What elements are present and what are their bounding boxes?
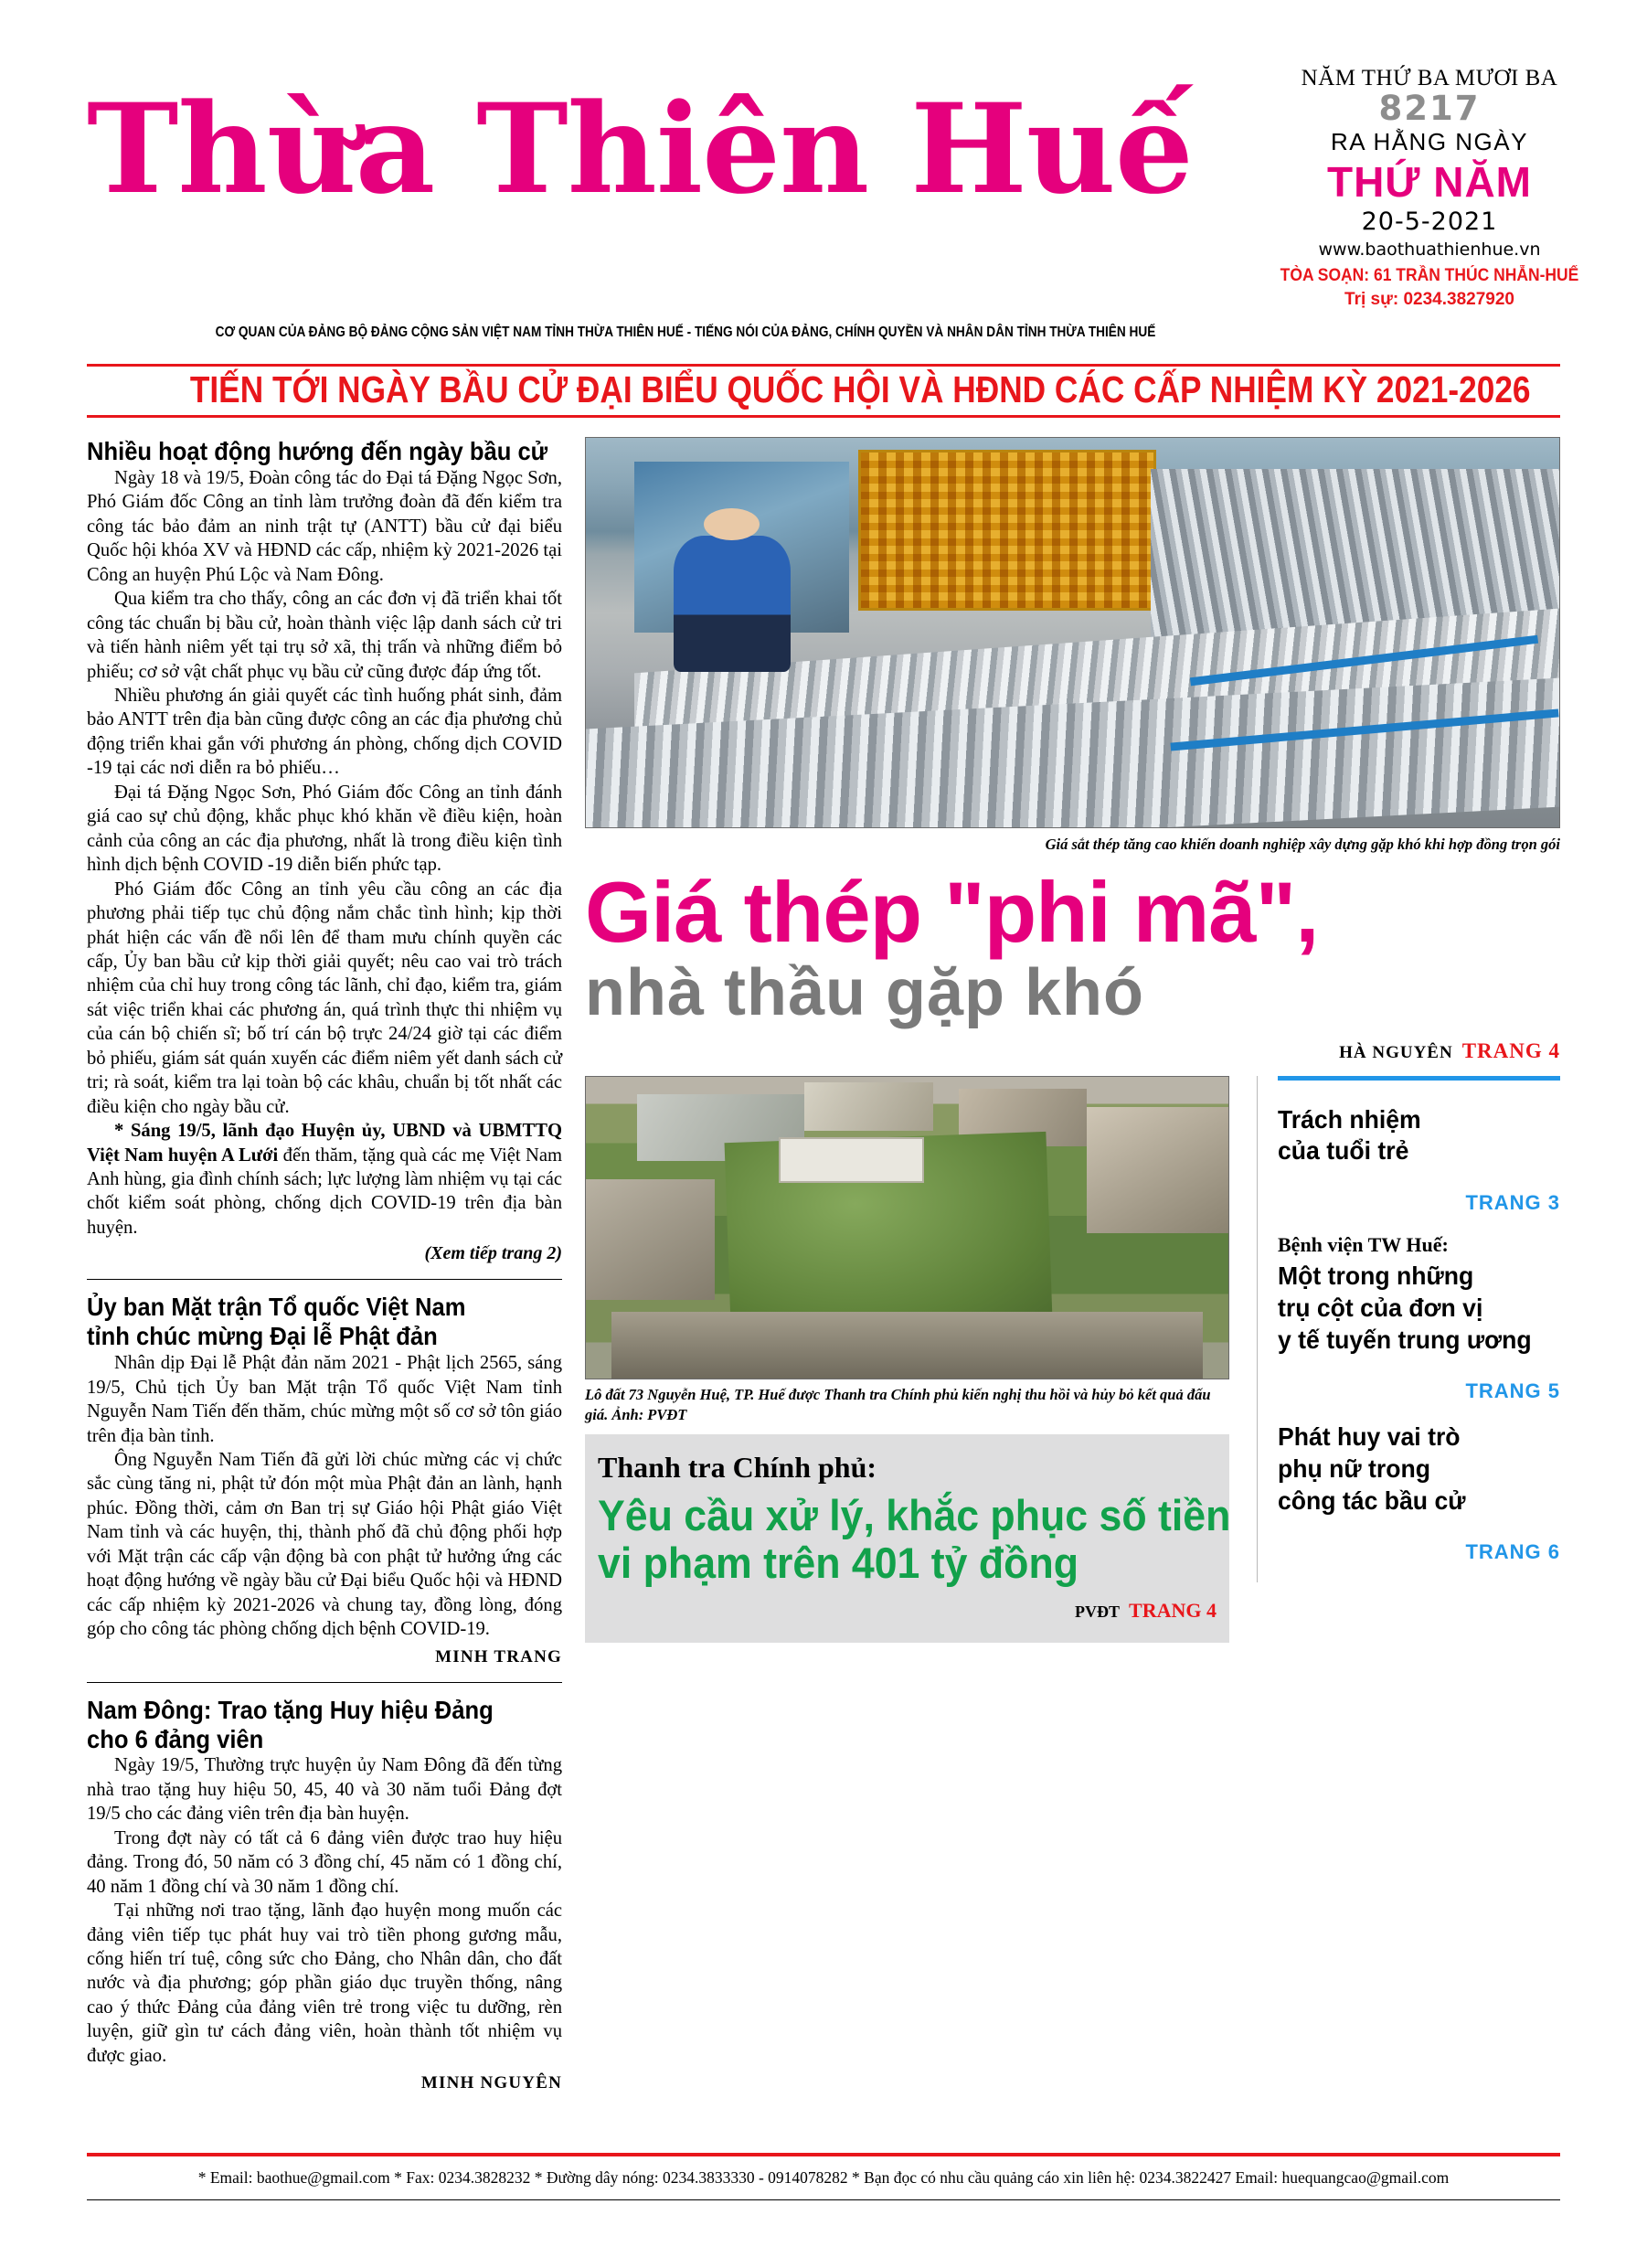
- article3-para-1: Ngày 19/5, Thường trực huyện ủy Nam Đông đã đến từng nhà trao tặng huy hiệu 50, 45, 40 và 30 năm tuổi Đảng đợt 19/5 cho các đảng viên trên địa bàn huyện.: [87, 1755, 562, 1825]
- main-story-credit: [585, 1039, 1560, 1063]
- article3-headline-line1[interactable]: Nam Đông: Trao tặng Huy hiệu Đảng: [87, 1695, 494, 1724]
- teaser-2-line1: Một trong những: [1278, 1262, 1474, 1291]
- teaser-3-line3: công tác bầu cử: [1278, 1485, 1466, 1515]
- newspaper-title: Thừa Thiên Huế: [87, 76, 1193, 221]
- election-banner-text: TIẾN TỚI NGÀY BẦU CỬ ĐẠI BIỂU QUỐC HỘI VÀ HĐND CÁC CẤP NHIỆM KỲ 2021-2026: [189, 368, 1531, 410]
- teaser-2-page-ref[interactable]: TRANG 5: [1465, 1379, 1560, 1403]
- photo2-shed: [779, 1137, 924, 1183]
- second-headline-line2[interactable]: vi phạm trên 401 tỷ đồng: [598, 1539, 1079, 1588]
- photo2-building-d: [1087, 1107, 1228, 1234]
- article1-continuation[interactable]: (Xem tiếp trang 2): [424, 1243, 562, 1264]
- teaser-1-line2: của tuổi trẻ: [1278, 1136, 1409, 1166]
- teaser-1[interactable]: [1278, 1104, 1560, 1215]
- second-photo-caption: Lô đất 73 Nguyễn Huệ, TP. Huế được Thanh tra Chính phủ kiến nghị thu hồi và hủy bỏ kết quả đấu giá. Ảnh: PVĐT: [585, 1385, 1211, 1423]
- website-url[interactable]: www.baothuathienhue.vn: [1318, 240, 1541, 261]
- masthead-info-block: [1247, 66, 1612, 312]
- divider-2: [87, 1682, 562, 1683]
- office-address: TÒA SOẠN: 61 TRẦN THÚC NHẪN-HUẾ: [1280, 265, 1579, 285]
- article1-note-rest: đến thăm, tặng quà các mẹ Việt Nam Anh hùng, gia đình chính sách; lực lượng làm nhiệm vụ tại các chốt kiểm soát phòng, chống dịch COVID-19 trên địa bàn huyện.: [87, 1145, 562, 1238]
- weekday-label: THỨ NĂM: [1326, 157, 1533, 206]
- second-story: [585, 1076, 1229, 1643]
- teaser-3[interactable]: [1278, 1421, 1560, 1564]
- article1-para-2: Qua kiểm tra cho thấy, công an các đơn vị đã triển khai tốt công tác chuẩn bị bầu cử, hoàn thành việc lập danh sách cử tri và tiến hành niêm yết tại trụ sở xã, thị trấn và những điểm bỏ phiếu; cơ sở vật chất phục vụ bầu cử cũng được đáp ứng tốt.: [87, 589, 562, 682]
- photo-worker: [674, 536, 791, 672]
- main-headline-line2[interactable]: nhà thầu gặp khó: [585, 956, 1145, 1030]
- masthead: [0, 0, 1647, 357]
- footer-contact-line: * Email: baothue@gmail.com * Fax: 0234.3828232 * Đường dây nóng: 0234.3833330 - 0914078282 * Bạn đọc có nhu cầu quảng cáo xin liên hệ: 0234.3822427 Email: huequangcao@gmail.com: [197, 2168, 1450, 2187]
- publication-date: 20-5-2021: [1361, 207, 1498, 236]
- article2-headline-line2[interactable]: tỉnh chúc mừng Đại lễ Phật đản: [87, 1322, 438, 1351]
- second-story-page-ref[interactable]: TRANG 4: [1129, 1598, 1217, 1622]
- article2-para-2: Ông Nguyễn Nam Tiến đã gửi lời chúc mừng các vị chức sắc cùng tăng ni, phật tử đón một mùa Phật đản an lành, hạnh phúc. Đồng thời, cảm ơn Ban trị sự Giáo hội Phật giáo Việt Nam tỉnh và các huyện, thị, thành phố đã chủ động phối hợp với Mặt trận các cấp vận động bà con phật tử hưởng ứng các hoạt động hướng về ngày bầu cử Đại biểu Quốc hội và HĐND các cấp nhiệm kỳ 2021-2026 và chung tay, đồng lòng, đóng góp cho công tác phòng chống dịch bệnh COVID-19.: [87, 1449, 562, 1640]
- main-story-byline: HÀ NGUYÊN: [1339, 1042, 1453, 1062]
- article1-headline[interactable]: Nhiều hoạt động hướng đến ngày bầu cử: [87, 437, 548, 465]
- page-footer: [87, 2153, 1560, 2200]
- article3-headline-line2[interactable]: cho 6 đảng viên: [87, 1724, 264, 1753]
- article-fatherland-front: [87, 1293, 562, 1666]
- masthead-subtitle: CƠ QUAN CỦA ĐẢNG BỘ ĐẢNG CỘNG SẢN VIỆT NAM TỈNH THỪA THIÊN HUẾ - TIẾNG NÓI CỦA ĐẢNG, CHÍNH QUYỀN VÀ NHÂN DÂN TỈNH THỪA THIÊN HUẾ: [215, 325, 1156, 340]
- photo2-building-b: [804, 1082, 933, 1131]
- teaser-3-page-ref[interactable]: TRANG 6: [1465, 1540, 1560, 1564]
- teaser-2-kicker: Bệnh viện TW Huế:: [1278, 1233, 1449, 1257]
- election-banner: [0, 364, 1647, 418]
- article3-byline: MINH NGUYÊN: [420, 2073, 562, 2093]
- article-election-activities: [87, 437, 562, 1264]
- office-phone: Trị sự: 0234.3827920: [1344, 290, 1514, 310]
- teaser-1-line1: Trách nhiệm: [1278, 1104, 1421, 1134]
- volume-year: NĂM THỨ BA MƯƠI BA: [1301, 66, 1558, 91]
- main-story-page-ref[interactable]: TRANG 4: [1461, 1038, 1560, 1062]
- article2-para-1: Nhân dịp Đại lễ Phật đản năm 2021 - Phật lịch 2565, sáng 19/5, Chủ tịch Ủy ban Mặt trận Tổ quốc Việt Nam tỉnh Nguyễn Nam Tiến đến thăm, chúc mừng một số cơ sở tôn giáo trên địa bàn tỉnh.: [87, 1353, 562, 1446]
- article1-note: [87, 1119, 562, 1240]
- second-story-credit: [598, 1599, 1217, 1623]
- publication-frequency: RA HẰNG NGÀY: [1331, 127, 1528, 155]
- teaser-2-line2: trụ cột của đơn vị: [1278, 1293, 1483, 1322]
- article3-para-3: Tại những nơi trao tặng, lãnh đạo huyện mong muốn các đảng viên tiếp tục phát huy vai trò tiền phong gương mẫu, cống hiến trí tuệ, công sức cho Đảng, cho Nhân dân, cho đất nước và địa phương; góp phần giáo dục truyền thống, nâng cao ý thức Đảng của đảng viên trẻ trong việc tu dưỡng, rèn luyện, giữ gìn tư cách đảng viên, hoàn thành tốt nhiệm vụ được giao.: [87, 1901, 562, 2066]
- divider-1: [87, 1279, 562, 1280]
- article1-para-5: Phó Giám đốc Công an tỉnh yêu cầu công an các địa phương phải tiếp tục chủ động nắm chắc tình hình; kịp thời phát hiện các vấn đề nổi lên để tham mưu chính quyền các cấp, Ủy ban bầu cử kịp thời giải quyết; nêu cao vai trò trách nhiệm của chỉ huy trong công tác lãnh, chỉ đạo, kiểm tra, giám sát việc triển khai các phương án, quá trình thực thi nhiệm vụ của cán bộ chiến sĩ; bố trí cán bộ trực 24/24 giờ tại các điểm bỏ phiếu, giám sát quán xuyến các điểm niêm yết danh sách cử tri; rà soát, kiểm tra lại toàn bộ các khâu, chuẩn bị tốt nhất các điều kiện cho ngày bầu cử.: [87, 878, 562, 1117]
- second-story-kicker: Thanh tra Chính phủ:: [598, 1450, 877, 1484]
- article-party-badges: [87, 1696, 562, 2094]
- main-column: [585, 437, 1560, 1622]
- second-story-byline: PVĐT: [1075, 1602, 1121, 1621]
- photo2-building-e: [586, 1179, 715, 1300]
- teaser-3-line1: Phát huy vai trò: [1278, 1422, 1461, 1452]
- teaser-2[interactable]: [1278, 1233, 1560, 1403]
- article1-para-4: Đại tá Đặng Ngọc Sơn, Phó Giám đốc Công an tỉnh đánh giá cao sự chủ động, khắc phục khó khăn về điều kiện, hoàn cảnh của công an các địa phương, nhất là trong điều kiện tình hình dịch bệnh COVID -19 diễn biến phức tạp.: [87, 782, 562, 876]
- land-lot-aerial-photo: [585, 1076, 1229, 1379]
- article1-para-3: Nhiều phương án giải quyết các tình huống phát sinh, đảm bảo ANTT trên địa bàn cũng được công an các địa phương chủ động triển khai gắn với phương án phòng, chống dịch COVID -19 tại các nơi diễn ra bỏ phiếu…: [87, 685, 562, 779]
- main-photo-caption: Giá sắt thép tăng cao khiến doanh nghiệp xây dựng gặp khó khi hợp đồng trọn gói: [1045, 836, 1560, 853]
- sidebar-top-rule: [1278, 1076, 1560, 1081]
- left-column: [87, 437, 562, 2093]
- footer-top-rule: [87, 2153, 1560, 2156]
- article3-para-2: Trong đợt này có tất cả 6 đảng viên được trao huy hiệu đảng. Trong đó, 50 năm có 3 đồng chí, 45 năm có 1 đồng chí, 40 năm 1 đồng chí và 30 năm 1 đồng chí.: [87, 1827, 562, 1897]
- article1-para-1: Ngày 18 và 19/5, Đoàn công tác do Đại tá Đặng Ngọc Sơn, Phó Giám đốc Công an tỉnh làm trưởng đoàn đã đến kiểm tra công tác bảo đảm an ninh trật tự (ANTT) bầu cử đại biểu Quốc hội khóa XV và HĐND các cấp, nhiệm kỳ 2021-2026 tại Công an huyện Phú Lộc và Nam Đông.: [87, 467, 562, 585]
- teaser-1-page-ref[interactable]: TRANG 3: [1465, 1191, 1560, 1215]
- issue-number: 8217: [1378, 89, 1481, 128]
- photo2-foreground-row: [611, 1312, 1203, 1379]
- second-headline-line1[interactable]: Yêu cầu xử lý, khắc phục số tiền: [598, 1490, 1231, 1539]
- steel-warehouse-photo: [585, 437, 1560, 828]
- main-headline-line1[interactable]: Giá thép "phi mã",: [585, 864, 1319, 961]
- article1-note-bold: * Sáng 19/5, lãnh đạo Huyện ủy, UBND và UBMTTQ Việt Nam huyện A Lưới: [87, 1121, 562, 1166]
- teaser-sidebar: [1257, 1076, 1560, 1583]
- article2-byline: MINH TRANG: [435, 1646, 562, 1666]
- footer-bottom-rule: [87, 2199, 1560, 2200]
- teaser-3-line2: phụ nữ trong: [1278, 1453, 1430, 1483]
- article2-headline-line1[interactable]: Ủy ban Mặt trận Tổ quốc Việt Nam: [87, 1293, 466, 1322]
- second-headline-box: [585, 1434, 1229, 1643]
- photo-yellow-rack: [858, 450, 1156, 611]
- teaser-2-line3: y tế tuyến trung ương: [1278, 1325, 1532, 1354]
